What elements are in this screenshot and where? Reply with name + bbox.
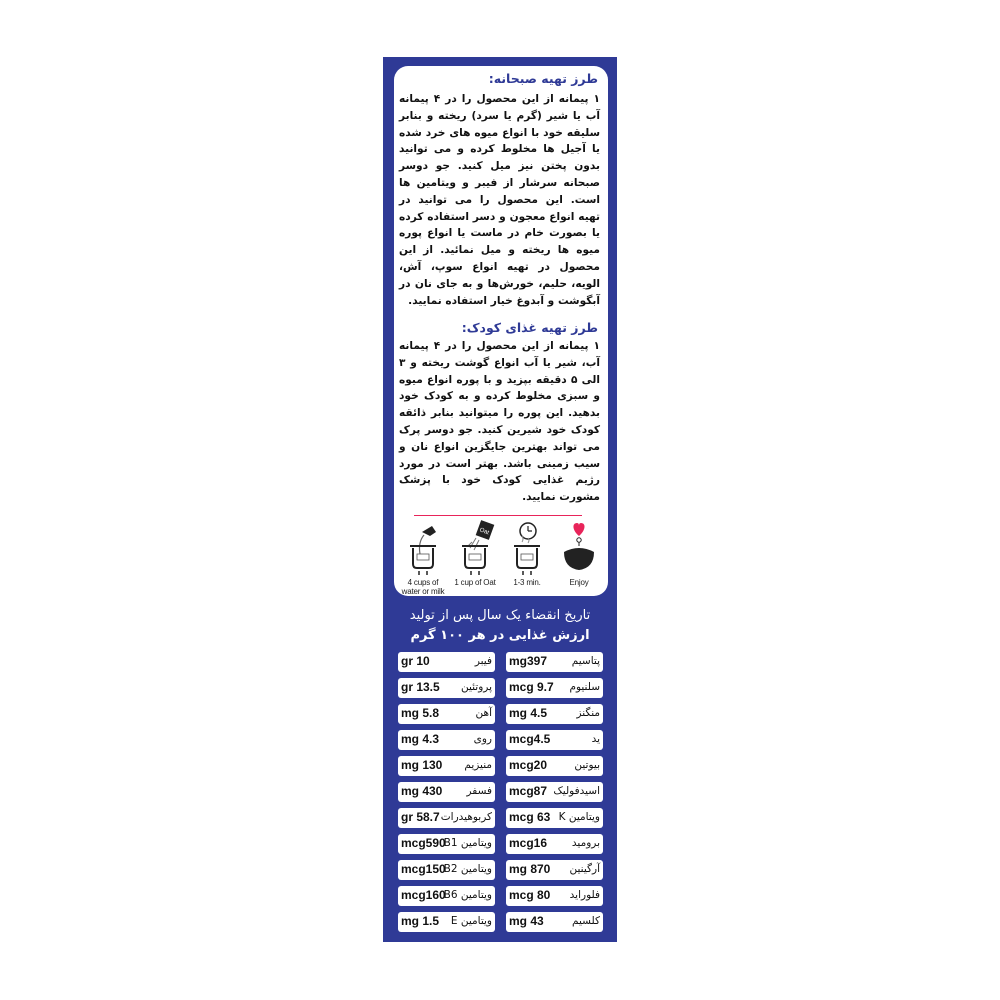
pour-liquid-icon — [398, 520, 448, 578]
oat-pack-icon — [450, 520, 500, 578]
step-oat — [450, 520, 500, 594]
nutrient-row: mg 43 کلسیم — [506, 912, 603, 932]
nutrient-row: mg 4.3 روی — [398, 730, 495, 750]
nutrient-row: mg 5.8 آهن — [398, 704, 495, 724]
expiry-note: تاریخ انقضاء یک سال پس از تولید — [409, 608, 591, 623]
nutrient-row: mcg 63 ویتامین K — [506, 808, 603, 828]
nutrient-row: mcg16 برومید — [506, 834, 603, 854]
breakfast-heading: طرز تهیه صبحانه: — [488, 71, 598, 86]
nutrient-row: mcg87 اسیدفولیک — [506, 782, 603, 802]
nutrient-row: mcg20 بیوتین — [506, 756, 603, 776]
nutrient-row: mg 430 فسفر — [398, 782, 495, 802]
instructions-card — [394, 66, 608, 596]
step-caption: 1 cup of Oat — [454, 578, 496, 587]
step-caption: Enjoy — [569, 578, 589, 587]
heart-bowl-icon — [554, 520, 604, 578]
nutrient-row: mcg 9.7 سلنیوم — [506, 678, 603, 698]
step-cook-time — [502, 520, 552, 594]
svg-text:Oat: Oat — [478, 527, 490, 537]
step-water — [398, 520, 448, 594]
nutrient-row: mg 4.5 منگنز — [506, 704, 603, 724]
nutrient-row: mcg160 ویتامین B6 — [398, 886, 495, 906]
nutrient-row: mcg 80 فلوراید — [506, 886, 603, 906]
step-enjoy — [554, 520, 604, 594]
baby-food-instructions: ۱ پیمانه از این محصول را در ۴ پیمانه آب، شیر یا آب انواع گوشت ریخته و ۳ الی ۵ دقیقه بپزید و با پوره انواع میوه و سبزی مخلوط کرده و به کودک خود بدهید. این پوره را میتوانید بنابر ذائقه کودک خود شیرین کنید. جو دوسر پرک می تواند بهترین جایگزین انواع نان و سیب زمینی باشد. بهتر است در مورد رژیم غذایی کودک خود با پزشک مشورت نمایید. — [399, 340, 601, 504]
nutrient-row: mg 130 منیزیم — [398, 756, 495, 776]
step-caption: 1-3 min. — [513, 578, 541, 587]
clock-icon — [502, 520, 552, 578]
preparation-steps — [396, 520, 604, 594]
section-divider — [414, 515, 582, 516]
nutrient-row: gr 13.5 پروتئین — [398, 678, 495, 698]
nutrient-row: mg 870 آرگینین — [506, 860, 603, 880]
nutrition-title: ارزش غذایی در هر ۱۰۰ گرم — [410, 628, 590, 643]
baby-food-heading: طرز تهیه غذای کودک: — [461, 320, 598, 335]
nutrient-row: mg 1.5 ویتامین E — [398, 912, 495, 932]
nutrient-row: mcg590 ویتامین B1 — [398, 834, 495, 854]
breakfast-instructions: ۱ پیمانه از این محصول را در ۴ پیمانه آب یا شیر (گرم یا سرد) ریخته و بنابر سلیقه خود با انواع میوه های خرد شده یا آجیل ها مخلوط کرده و می توانید بدون پختن نیز میل کنید. جو دوسر صبحانه سرشار از فیبر و ویتامین ها است. این محصول را می توانید در تهیه انواع معجون و دسر استفاده کرده یا بصورت خام در ماست یا انواع پوره میوه ها ریخته و میل نمائید. از این محصول در تهیه انواع سوپ، آش، الویه، حلیم، خورش‌ها و به جای نان در آبگوشت و آبدوغ خیار استفاده نمایید. — [399, 93, 600, 307]
step-caption: 4 cups of water or milk — [401, 578, 445, 596]
nutrient-row: mcg150 ویتامین B2 — [398, 860, 495, 880]
nutrient-row: gr 58.7 کربوهیدرات — [398, 808, 495, 828]
nutrient-row: gr 10 فیبر — [398, 652, 495, 672]
nutrient-row: mcg4.5 ید — [506, 730, 603, 750]
nutrient-row: mg397 پتاسیم — [506, 652, 603, 672]
